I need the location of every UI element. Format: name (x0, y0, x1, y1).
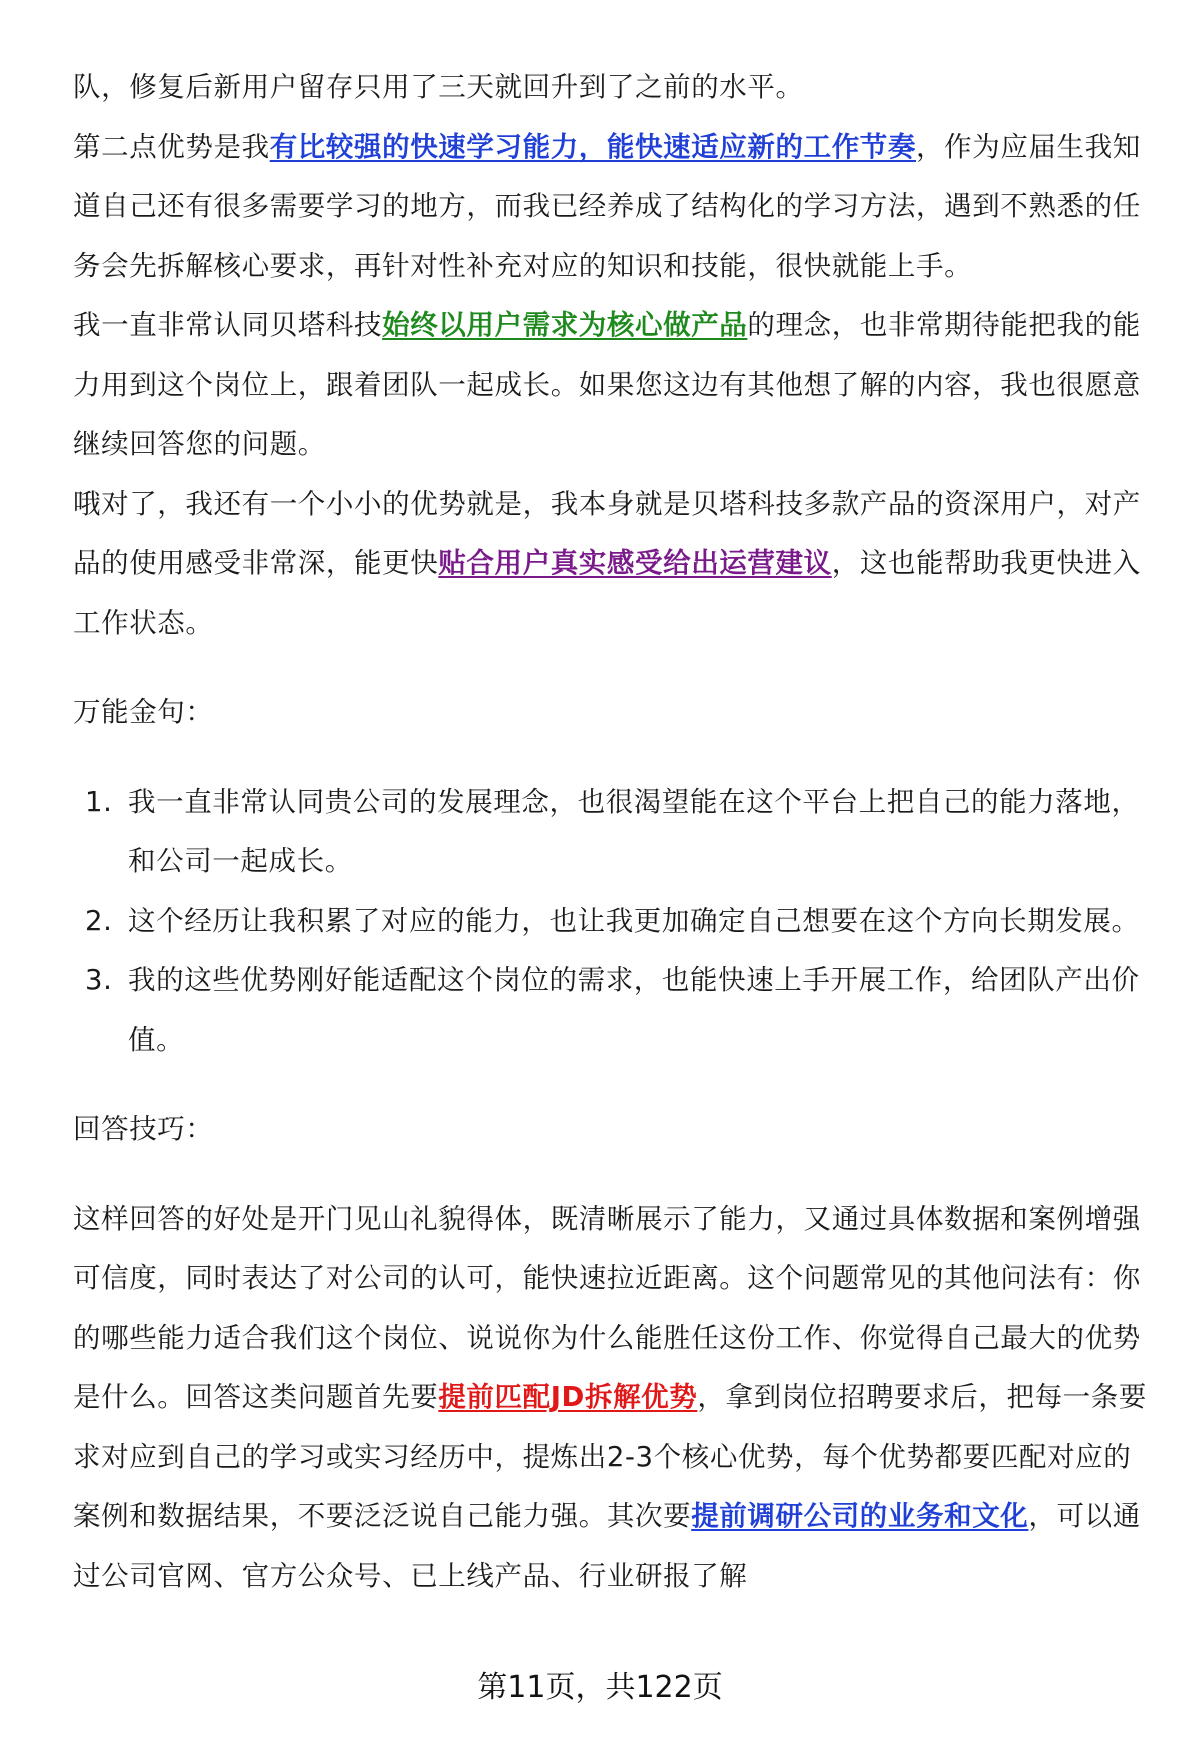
paragraph-4-post: ，这也能帮助我更快进入工作状态。 (73, 547, 1141, 639)
paragraph-tips (73, 1190, 1153, 1607)
heading-golden-sentences: 万能金句： (73, 696, 214, 728)
list-item-number: 2. (85, 904, 113, 937)
highlight-user-centered: 始终以用户需求为核心做产品 (382, 309, 748, 341)
golden-sentence-list (73, 773, 1153, 1071)
paragraph-3-pre: 我一直非常认同贝塔科技 (73, 309, 383, 341)
heading-answer-tips: 回答技巧： (73, 1113, 214, 1145)
list-item-text: 这个经历让我积累了对应的能力，也让我更加确定自己想要在这个方向长期发展。 (128, 904, 1140, 937)
highlight-research-company: 提前调研公司的业务和文化 (691, 1500, 1029, 1532)
paragraph-4 (73, 475, 1153, 654)
list-item (73, 773, 1153, 892)
list-item-text: 我的这些优势刚好能适配这个岗位的需求，也能快速上手开展工作，给团队产出价值。 (128, 964, 1140, 1056)
page-content (73, 58, 1153, 1606)
list-item-text: 我一直非常认同贵公司的发展理念，也很渴望能在这个平台上把自己的能力落地，和公司一起成长。 (128, 785, 1140, 877)
paragraph-2-post: ，作为应届生我知道自己还有很多需要学习的地方，而我已经养成了结构化的学习方法，遇到不熟悉的任务会先拆解核心要求，再针对性补充对应的知识和技能，很快就能上手。 (73, 130, 1141, 282)
list-item (73, 951, 1153, 1070)
list-item-number: 1. (85, 785, 113, 818)
tips-post: ，可以通过公司官网、官方公众号、已上线产品、行业研报了解 (73, 1500, 1141, 1592)
paragraph-3 (73, 296, 1153, 475)
list-item-number: 3. (85, 964, 113, 996)
paragraph-1: 队，修复后新用户留存只用了三天就回升到了之前的水平。 (73, 71, 804, 103)
paragraph-2 (73, 118, 1153, 297)
highlight-user-feedback: 贴合用户真实感受给出运营建议 (438, 547, 832, 579)
tips-pre: 这样回答的好处是开门见山礼貌得体，既清晰展示了能力，又通过具体数据和案例增强可信度，同时表达了对公司的认可，能快速拉近距离。这个问题常见的其他问法有：你的哪些能力适合我们这个岗位、说说你为什么能胜任这份工作、你觉得自己最大的优势是什么。回答这类问题首先要 (73, 1202, 1141, 1413)
page-footer: 第11页，共122页 (477, 1670, 723, 1705)
highlight-match-jd: 提前匹配JD拆解优势 (438, 1381, 698, 1413)
tips-mid: ，拿到岗位招聘要求后，把每一条要求对应到自己的学习或实习经历中，提炼出2-3个核心优势，每个优势都要匹配对应的案例和数据结果，不要泛泛说自己能力强。其次要 (73, 1381, 1147, 1532)
paragraph-3-post: 的理念，也非常期待能把我的能力用到这个岗位上，跟着团队一起成长。如果您这边有其他想了解的内容，我也很愿意继续回答您的问题。 (73, 309, 1141, 460)
paragraph-4-pre: 哦对了，我还有一个小小的优势就是，我本身就是贝塔科技多款产品的资深用户，对产品的使用感受非常深，能更快 (73, 487, 1141, 579)
paragraph-2-pre: 第二点优势是我 (73, 130, 270, 163)
highlight-learning-ability: 有比较强的快速学习能力，能快速适应新的工作节奏 (269, 130, 917, 163)
list-item (73, 892, 1153, 952)
